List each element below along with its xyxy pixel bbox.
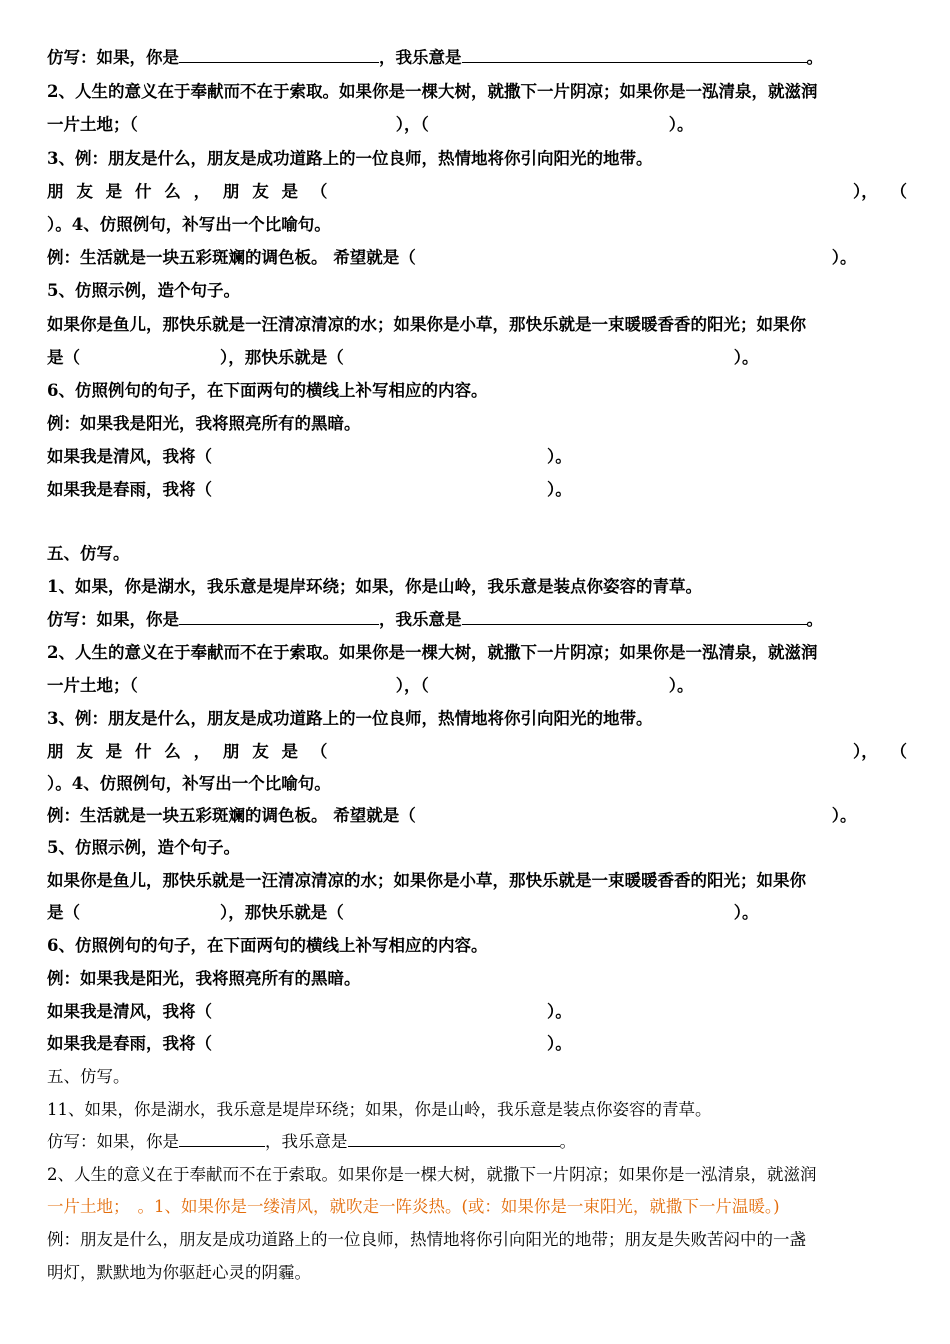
line-text: 如果我是清风，我将（ xyxy=(47,447,212,466)
answer-blank[interactable] xyxy=(179,1128,265,1147)
question-text: 5、仿照示例，造个句子。 xyxy=(47,281,240,300)
example-text: 例：如果我是阳光，我将照亮所有的黑暗。 xyxy=(47,969,361,988)
char: （ xyxy=(310,182,328,201)
answer-blank[interactable] xyxy=(348,1128,560,1147)
example-text: 例：朋友是什么，朋友是成功道路上的一位良师，热情地将你引向阳光的地带；朋友是失败苦闷中的一盏 xyxy=(47,1230,806,1249)
char: 朋 xyxy=(222,182,240,201)
line-text: ）。 xyxy=(547,1034,572,1053)
line-text: ）。 xyxy=(547,1002,572,1021)
fill-in-line xyxy=(47,802,907,830)
char: 什 xyxy=(134,182,152,201)
fill-in-line xyxy=(47,476,907,504)
spaced-fill-line xyxy=(47,178,907,206)
line-text: ）。 xyxy=(733,348,759,367)
char: ， xyxy=(193,182,211,201)
question-text: ）。4、仿照例句，补写出一个比喻句。 xyxy=(47,215,331,234)
line-text: ），那快乐就是（ xyxy=(220,348,344,367)
example-text: 11、如果，你是湖水，我乐意是堤岸环绕；如果，你是山岭，我乐意是装点你姿容的青草。 xyxy=(47,1100,712,1119)
line-text: ）。 xyxy=(668,115,694,134)
spaced-fill-line xyxy=(47,738,907,766)
line-text: ）。 xyxy=(733,903,759,922)
fill-in-line xyxy=(47,1030,907,1058)
char: 么 xyxy=(164,742,181,761)
question-text: 2、人生的意义在于奉献而不在于索取。如果你是一棵大树，就撒下一片阴凉；如果你是一泓清泉，就滋润 xyxy=(47,643,818,662)
char: （ xyxy=(310,742,328,761)
line-text: ）。 xyxy=(831,806,857,825)
line-text: 一片土地；（ xyxy=(47,676,138,695)
line-text: 例：生活就是一块五彩斑斓的调色板。 希望就是（ xyxy=(47,248,416,267)
line-text: 是（ xyxy=(47,348,80,367)
line-text: ，我乐意是 xyxy=(379,610,462,629)
fill-in-line xyxy=(47,899,907,927)
line-text: 如果我是清风，我将（ xyxy=(47,1002,212,1021)
fill-in-line xyxy=(47,998,907,1026)
question-text: 6、仿照例句的句子，在下面两句的横线上补写相应的内容。 xyxy=(47,936,488,955)
char: ， xyxy=(193,742,211,761)
example-text: 如果你是鱼儿，那快乐就是一汪清凉清凉的水；如果你是小草，那快乐就是一束暖暖香香的阳光；如果你 xyxy=(47,315,806,334)
line-text: 一片土地；（ xyxy=(47,115,138,134)
line-text: 是（ xyxy=(47,903,80,922)
char: 朋 xyxy=(222,742,240,761)
char: （ xyxy=(890,742,907,761)
line-text: 例：生活就是一块五彩斑斓的调色板。 希望就是（ xyxy=(47,806,416,825)
line-text: 如果我是春雨，我将（ xyxy=(47,480,212,499)
question-text: 5、仿照示例，造个句子。 xyxy=(47,838,240,857)
line-text: 一片土地； xyxy=(47,1197,130,1216)
example-text: 3、例：朋友是什么，朋友是成功道路上的一位良师，热情地将你引向阳光的地带。 xyxy=(47,709,653,728)
char: 是 xyxy=(281,742,298,761)
char: 是 xyxy=(105,742,123,761)
char: 是 xyxy=(281,182,298,201)
char: 朋 xyxy=(47,742,64,761)
example-text: 例：如果我是阳光，我将照亮所有的黑暗。 xyxy=(47,414,361,433)
char: ）， xyxy=(852,182,878,201)
char: 是 xyxy=(105,182,123,201)
char: 友 xyxy=(76,182,93,201)
fill-in-line xyxy=(47,244,907,272)
line-text: ，我乐意是 xyxy=(265,1132,348,1151)
line-text: 。 xyxy=(806,48,823,67)
line-text: 。 xyxy=(559,1132,576,1151)
answer-blank[interactable] xyxy=(179,606,379,625)
line-text: 仿写：如果，你是 xyxy=(47,610,179,629)
char: ）， xyxy=(852,742,878,761)
char: 么 xyxy=(164,182,181,201)
answer-blank[interactable] xyxy=(179,44,379,63)
fill-in-line xyxy=(47,672,907,700)
section-heading: 五、仿写。 xyxy=(47,544,130,563)
question-text: 2、人生的意义在于奉献而不在于索取。如果你是一棵大树，就撒下一片阴凉；如果你是一泓清泉，就滋润 xyxy=(47,1165,817,1184)
example-text: 明灯，默默地为你驱赶心灵的阴霾。 xyxy=(47,1263,311,1282)
char: 什 xyxy=(134,742,152,761)
line-text: ），（ xyxy=(395,115,429,134)
example-text: 3、例：朋友是什么，朋友是成功道路上的一位良师，热情地将你引向阳光的地带。 xyxy=(47,149,653,168)
line-text: 仿写：如果，你是 xyxy=(47,48,179,67)
question-text: 6、仿照例句的句子，在下面两句的横线上补写相应的内容。 xyxy=(47,381,488,400)
line-text: ）。 xyxy=(831,248,857,267)
fill-in-line xyxy=(47,443,907,471)
answer-blank[interactable] xyxy=(462,606,807,625)
answer-line xyxy=(47,1193,907,1221)
fill-in-line xyxy=(47,111,907,139)
line-text: ），（ xyxy=(395,676,429,695)
question-text: ）。4、仿照例句，补写出一个比喻句。 xyxy=(47,774,331,793)
line-text: 如果我是春雨，我将（ xyxy=(47,1034,212,1053)
section-heading: 五、仿写。 xyxy=(47,1067,130,1086)
answer-blank[interactable] xyxy=(462,44,807,63)
char: 朋 xyxy=(47,182,64,201)
char: 友 xyxy=(252,742,269,761)
char: （ xyxy=(890,182,907,201)
line-text: ）。 xyxy=(547,480,572,499)
example-text: 如果你是鱼儿，那快乐就是一汪清凉清凉的水；如果你是小草，那快乐就是一束暖暖香香的阳光；如果你 xyxy=(47,871,806,890)
imitation-line xyxy=(47,44,907,72)
imitation-line xyxy=(47,606,907,634)
line-text: ）。 xyxy=(668,676,694,695)
line-text: ，我乐意是 xyxy=(379,48,462,67)
fill-in-line xyxy=(47,344,907,372)
line-text: ）。 xyxy=(547,447,572,466)
answer-text: 。1、如果你是一缕清风，就吹走一阵炎热。(或：如果你是一束阳光，就撒下一片温暖。) xyxy=(137,1197,780,1216)
imitation-line xyxy=(47,1128,907,1156)
question-text: 2、人生的意义在于奉献而不在于索取。如果你是一棵大树，就撒下一片阴凉；如果你是一泓清泉，就滋润 xyxy=(47,82,818,101)
char: 友 xyxy=(252,182,269,201)
char: 友 xyxy=(76,742,93,761)
line-text: ），那快乐就是（ xyxy=(220,903,344,922)
line-text: 仿写：如果，你是 xyxy=(47,1132,179,1151)
line-text: 。 xyxy=(806,610,823,629)
example-text: 1、如果，你是湖水，我乐意是堤岸环绕；如果，你是山岭，我乐意是装点你姿容的青草。 xyxy=(47,577,702,596)
